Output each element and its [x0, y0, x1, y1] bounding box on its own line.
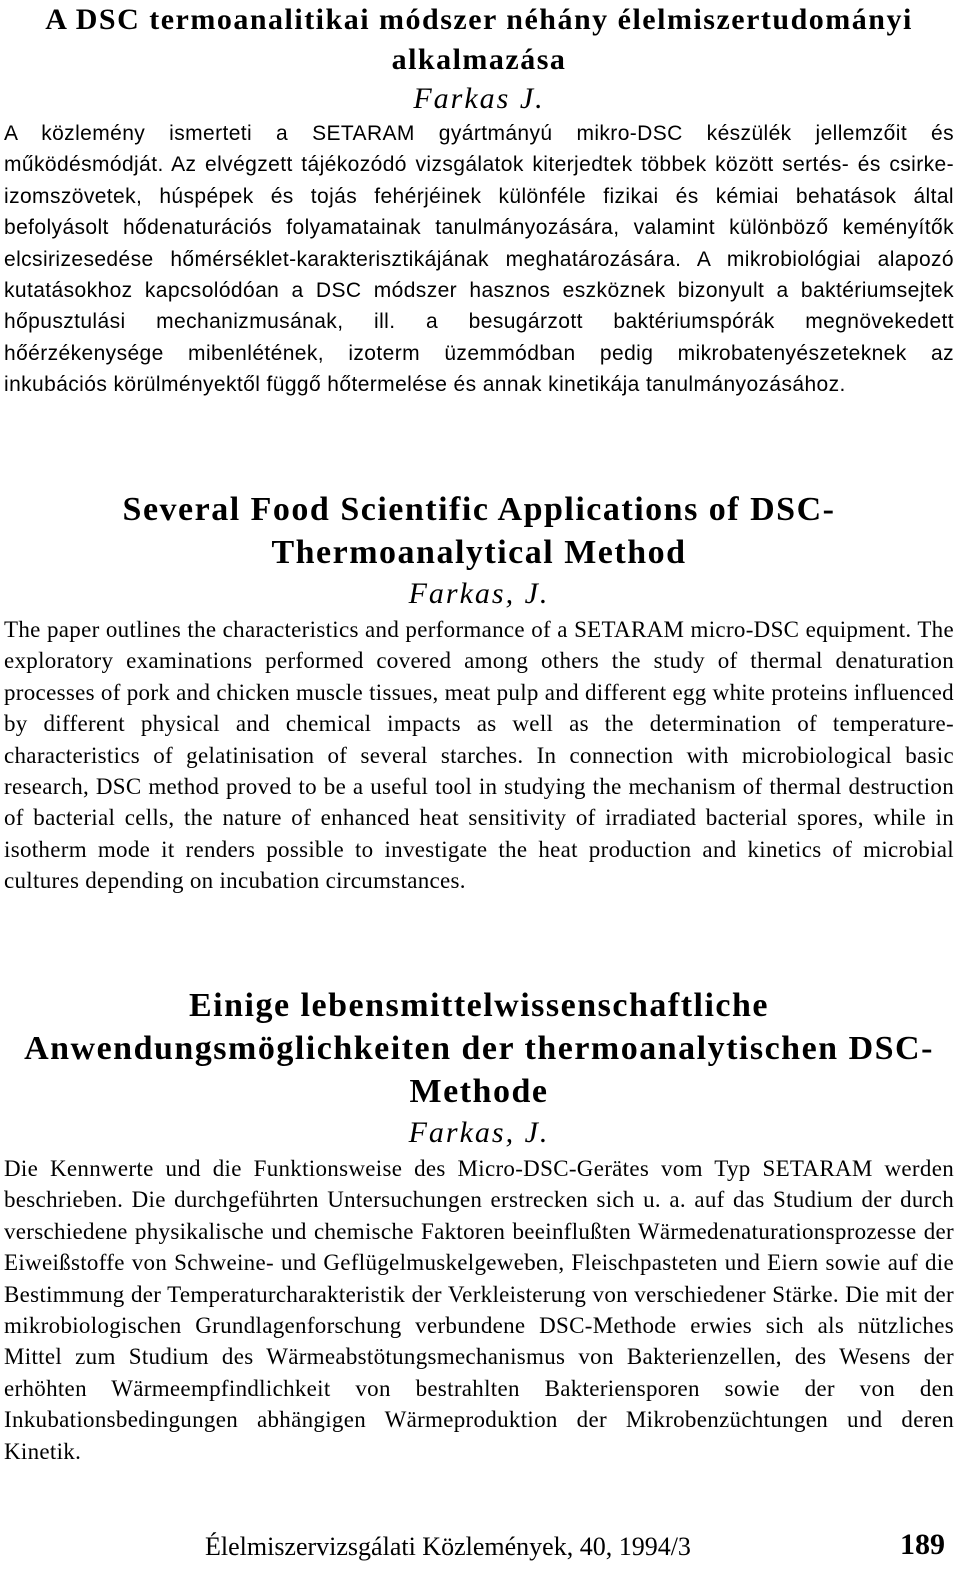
german-abstract: Die Kennwerte und die Funktionsweise des Micro-DSC-Gerätes vom Typ SETARAM werden beschrieben. Die durchgeführten Untersuchungen erstrecken sich u. a. auf das Studium der durch verschiedene physikalische und chemische Faktoren beeinflußten Wärmedenaturationsprozesse der Eiweißstoffe von Schweine- und Geflügelmuskelgeweben, Fleischpasteten und Eiern sowie auf die Bestimmung der Temperaturcharakteristik der Verkleisterung von verschiedener Stärke. Die mit der mikrobiologischen Grundlagenforschung verbundene DSC-Methode erwies sich als nützliches Mittel zum Studium des Wärmeabstötungsmechanismus von Bakterienzellen, des Wesens der erhöhten Wärmeempfindlichkeit von bestrahlten Bakteriensporen sowie der von den Inkubationsbedingungen abhängigen Wärmeproduktion der Mikrobenzüchtungen und deren Kinetik.: [4, 1156, 954, 1464]
english-abstract: The paper outlines the characteristics and performance of a SETARAM micro-DSC equipment. The exploratory examinations performed covered among others the study of thermal denaturation processes of pork and chicken muscle tissues, meat pulp and different egg white proteins influenced by different physical and chemical impacts as well as the determination of temperature-characteristics of gelatinisation of several starches. In connection with microbiological basic research, DSC method proved to be a useful tool in studying the mechanism of thermal destruction of bacterial cells, the nature of enhanced heat sensitivity of irradiated bacterial spores, while in isotherm mode it renders possible to investigate the heat production and kinetics of microbial cultures depending on incubation circumstances.: [4, 617, 954, 894]
page-number: 189: [900, 1528, 945, 1561]
english-author: Farkas, J.: [408, 577, 550, 610]
german-section: [4, 984, 954, 1467]
hungarian-title: A DSC termoanalitikai módszer néhány élelmiszertudományi alkalmazása: [45, 3, 913, 76]
hungarian-abstract: A közlemény ismerteti a SETARAM gyártmányú mikro-DSC készülék jellemzőit és működésmódját. Az elvégzett tájékozódó vizsgálatok kiterjedtek többek között sertés- és csirke-izomszövetek, húspépek és tojás fehérjéinek különféle fizikai és kémiai behatások által befolyásolt hődenaturációs folyamatainak tanulmányozására, valamint különböző keményítők elcsirizesedése hőmérséklet-karakterisztikájának meghatározására. A mikrobiológiai alapozó kutatásokhoz kapcsolódóan a DSC módszer hasznos eszköznek bizonyult a baktériumsejtek hőpusztulási mechanizmusának, ill. a besugárzott baktériumspórák megnövekedett hőérzékenysége mibenlétének, izoterm üzemmódban pedig mikrobatenyészeteknek az inkubációs körülményektől függő hőtermelése és annak kinetikája tanulmányozásához.: [4, 122, 954, 397]
journal-citation: Élelmiszervizsgálati Közlemények, 40, 1994/3: [205, 1532, 691, 1561]
english-section: [4, 488, 954, 897]
hungarian-author: Farkas J.: [413, 82, 545, 115]
hungarian-section: [4, 0, 954, 401]
german-author: Farkas, J.: [408, 1116, 550, 1149]
german-title: Einige lebensmittelwissenschaftliche Anwendungsmöglichkeiten der thermoanalytischen DSC-Methode: [24, 987, 934, 1110]
page-footer: [0, 1528, 960, 1568]
english-title: Several Food Scientific Applications of DSC-Thermoanalytical Method: [122, 491, 836, 571]
